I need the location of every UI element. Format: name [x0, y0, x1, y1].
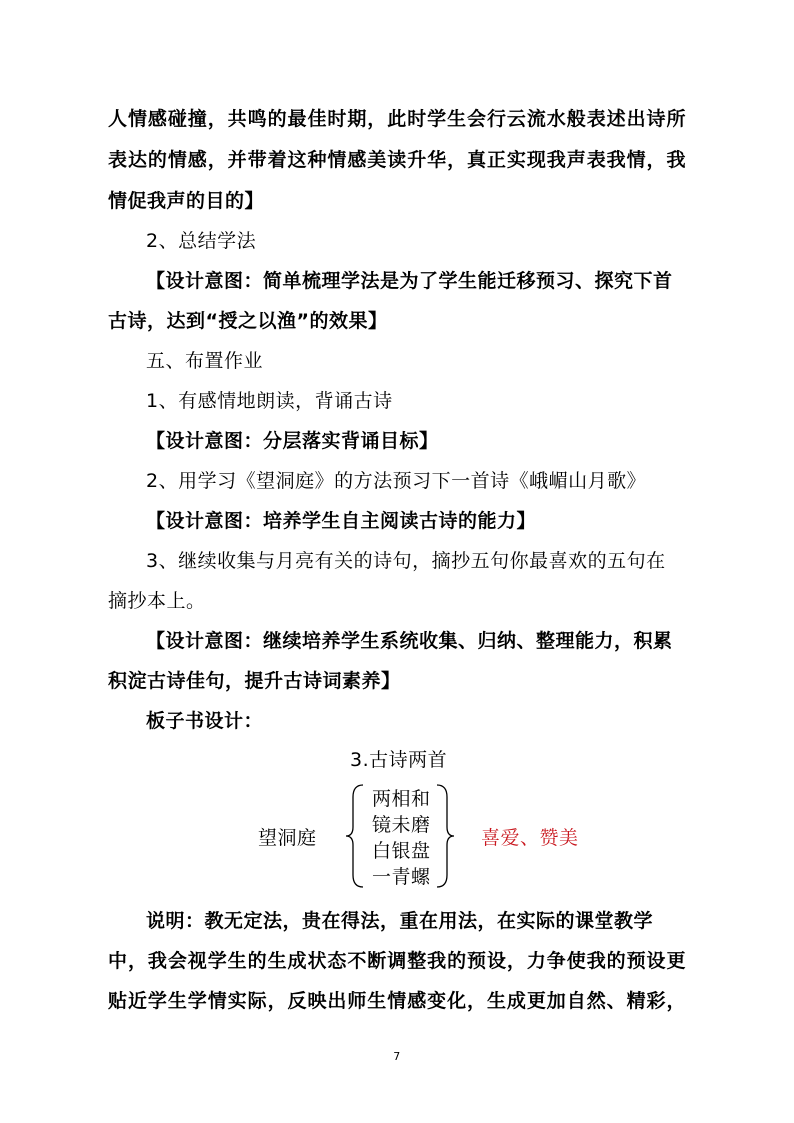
closing-note: 中，我会视学生的生成状态不断调整我的预设，力争使我的预设更	[108, 950, 686, 972]
page-number: 7	[393, 1050, 401, 1063]
board-item: 镜未磨	[372, 814, 431, 836]
board-emotion: 喜爱、赞美	[481, 827, 579, 849]
right-brace-icon	[433, 783, 457, 889]
design-intent-note: 【设计意图：简单梳理学法是为了学生能迁移预习、探究下首	[146, 270, 673, 292]
board-design-heading: 板子书设计：	[146, 710, 264, 732]
left-brace-icon	[343, 783, 367, 889]
board-item: 两相和	[372, 788, 431, 810]
closing-note: 贴近学生学情实际，反映出师生情感变化，生成更加自然、精彩，	[108, 990, 686, 1012]
list-item: 2、用学习《望洞庭》的方法预习下一首诗《峨嵋山月歌》	[146, 470, 647, 492]
paragraph-line: 情促我声的目的】	[108, 190, 265, 212]
section-heading: 2、总结学法	[146, 230, 257, 252]
board-title: 3.古诗两首	[350, 749, 448, 771]
design-intent-note: 【设计意图：继续培养学生系统收集、归纳、整理能力，积累	[146, 630, 673, 652]
board-item: 一青螺	[372, 866, 431, 888]
closing-note: 说明：教无定法，贵在得法，重在用法，在实际的课堂教学	[146, 910, 654, 932]
design-intent-note: 【设计意图：培养学生自主阅读古诗的能力】	[146, 510, 537, 532]
board-item: 白银盘	[372, 840, 431, 862]
list-item: 3、继续收集与月亮有关的诗句，摘抄五句你最喜欢的五句在	[146, 550, 666, 572]
paragraph-line: 表达的情感，并带着这种情感美读升华，真正实现我声表我情，我	[108, 149, 686, 171]
design-intent-note: 积淀古诗佳句，提升古诗词素养】	[108, 670, 401, 692]
board-poem-title: 望洞庭	[258, 827, 317, 849]
section-heading: 五、布置作业	[146, 350, 264, 372]
list-item: 1、有感情地朗读，背诵古诗	[146, 390, 393, 412]
paragraph-line: 人情感碰撞，共鸣的最佳时期，此时学生会行云流水般表述出诗所	[108, 108, 686, 130]
design-intent-note: 【设计意图：分层落实背诵目标】	[146, 430, 439, 452]
list-item: 摘抄本上。	[108, 590, 206, 612]
design-intent-note: 古诗，达到“授之以渔”的效果】	[108, 310, 388, 332]
